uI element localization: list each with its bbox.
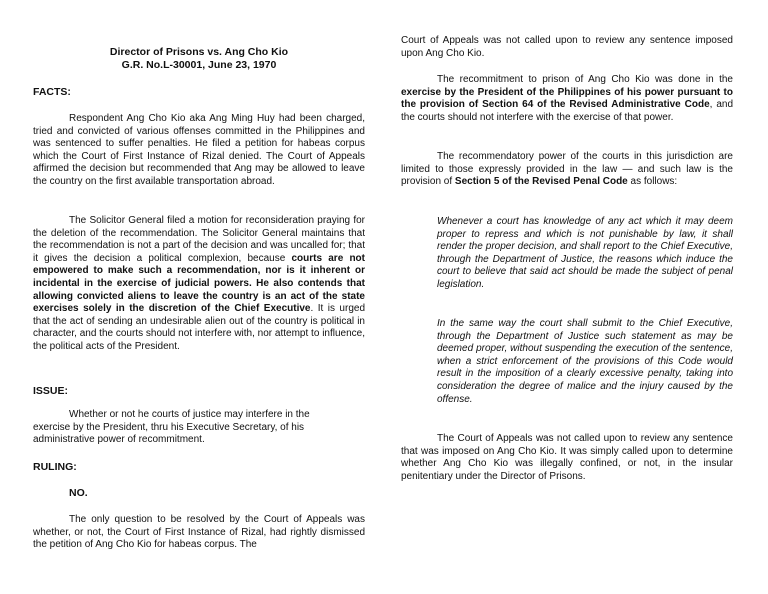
ruling-p3-bold: Section 5 of the Revised Penal Code xyxy=(454,176,628,188)
ruling-p2-text-b: , and the courts should not interfere with the exercise of that power. xyxy=(401,99,733,123)
ruling-p2-text-a: The recommitment to prison of Ang Cho Kio was done in the xyxy=(437,74,733,85)
ruling-answer: NO. xyxy=(69,487,88,499)
case-title xyxy=(33,46,365,72)
ruling-p3-text-b: as follows: xyxy=(627,176,678,188)
issue-paragraph: Whether or not he courts of justice may interfere in the exercise by the President, thru his Executive Secretary, of his administrative power of recommitment. xyxy=(33,409,310,446)
facts-p2-text-a: The Solicitor General filed a motion for reconsideration praying for the deletion of the recommendation. The Solicitor General maintains that the recommendation is not a part of the decision and was uncalled for; that it gives the decision a political complexion, because xyxy=(33,215,365,264)
facts-paragraph-2 xyxy=(33,215,365,354)
facts-p2-bold: courts are not empowered to make such a recommendation, nor is it inherent or incidental in the exercise of judicial powers. He also contends that allowing convicted aliens to leave the country is an act of the state exercises solely in the discretion of the Chief Executive xyxy=(33,252,365,315)
issue-heading: ISSUE: xyxy=(33,385,69,397)
quoted-provision-1: Whenever a court has knowledge of any act which it may deem proper to repress and which is not punishable by law, it shall render the proper decision, and shall report to the Chief Executive, through the Department of Justice, the reasons which induce the court to believe that said act should be made the subject of penal legislation. xyxy=(437,216,733,290)
quoted-provision-2: In the same way the court shall submit to the Chief Executive, through the Department of Justice such statement as may be deemed proper, without suspending the execution of the sentence, when a strict enforcement of the provisions of this Code would result in the imposition of a clearly excessive penalty, taking into consideration the degree of malice and the injury caused by the offense. xyxy=(437,318,733,405)
case-title-line2: G.R. No.L-30001, June 23, 1970 xyxy=(121,59,277,71)
ruling-paragraph-3 xyxy=(401,151,733,189)
facts-paragraph-1: Respondent Ang Cho Kio aka Ang Ming Huy had been charged, tried and convicted of various offenses committed in the Philippines and was sentenced to suffer penalties. He filed a petition for habeas corpus which the Court of First Instance of Rizal denied. The Court of Appeals affirmed the decision but recommended that Ang may be allowed to leave the country on the first available transportation abroad. xyxy=(33,113,365,187)
ruling-paragraph-2 xyxy=(401,74,733,124)
facts-heading: FACTS: xyxy=(33,86,71,98)
ruling-p2-bold: exercise by the President of the Philippines of his power pursuant to the provision of Section 64 of the Revised Administrative Code xyxy=(401,86,733,111)
ruling-paragraph-4: The Court of Appeals was not called upon to review any sentence that was imposed on Ang Cho Kio. It was simply called upon to determine whether Ang Cho Kio was illegally confined, or not, in the insular penitentiary under the Director of Prisons. xyxy=(401,433,733,482)
ruling-p3-text-a: The recommendatory power of the courts in this jurisdiction are limited to those expressly provided in the law — and such law is the provision of xyxy=(401,151,733,188)
ruling-paragraph-1: The only question to be resolved by the Court of Appeals was whether, or not, the Court of First Instance of Rizal, had rightly dismissed the petition of Ang Cho Kio for habeas corpus. The xyxy=(33,514,365,551)
facts-p2-text-b: . It is urged that the act of sending an undesirable alien out of the country is political in character, and the courts should not interfere with, nor attempt to influence, the political acts of the President. xyxy=(33,303,366,352)
ruling-paragraph-1-continued: Court of Appeals was not called upon to review any sentence imposed upon Ang Cho Kio. xyxy=(401,35,733,59)
ruling-heading: RULING: xyxy=(33,461,77,473)
case-title-line1: Director of Prisons vs. Ang Cho Kio xyxy=(109,46,289,58)
